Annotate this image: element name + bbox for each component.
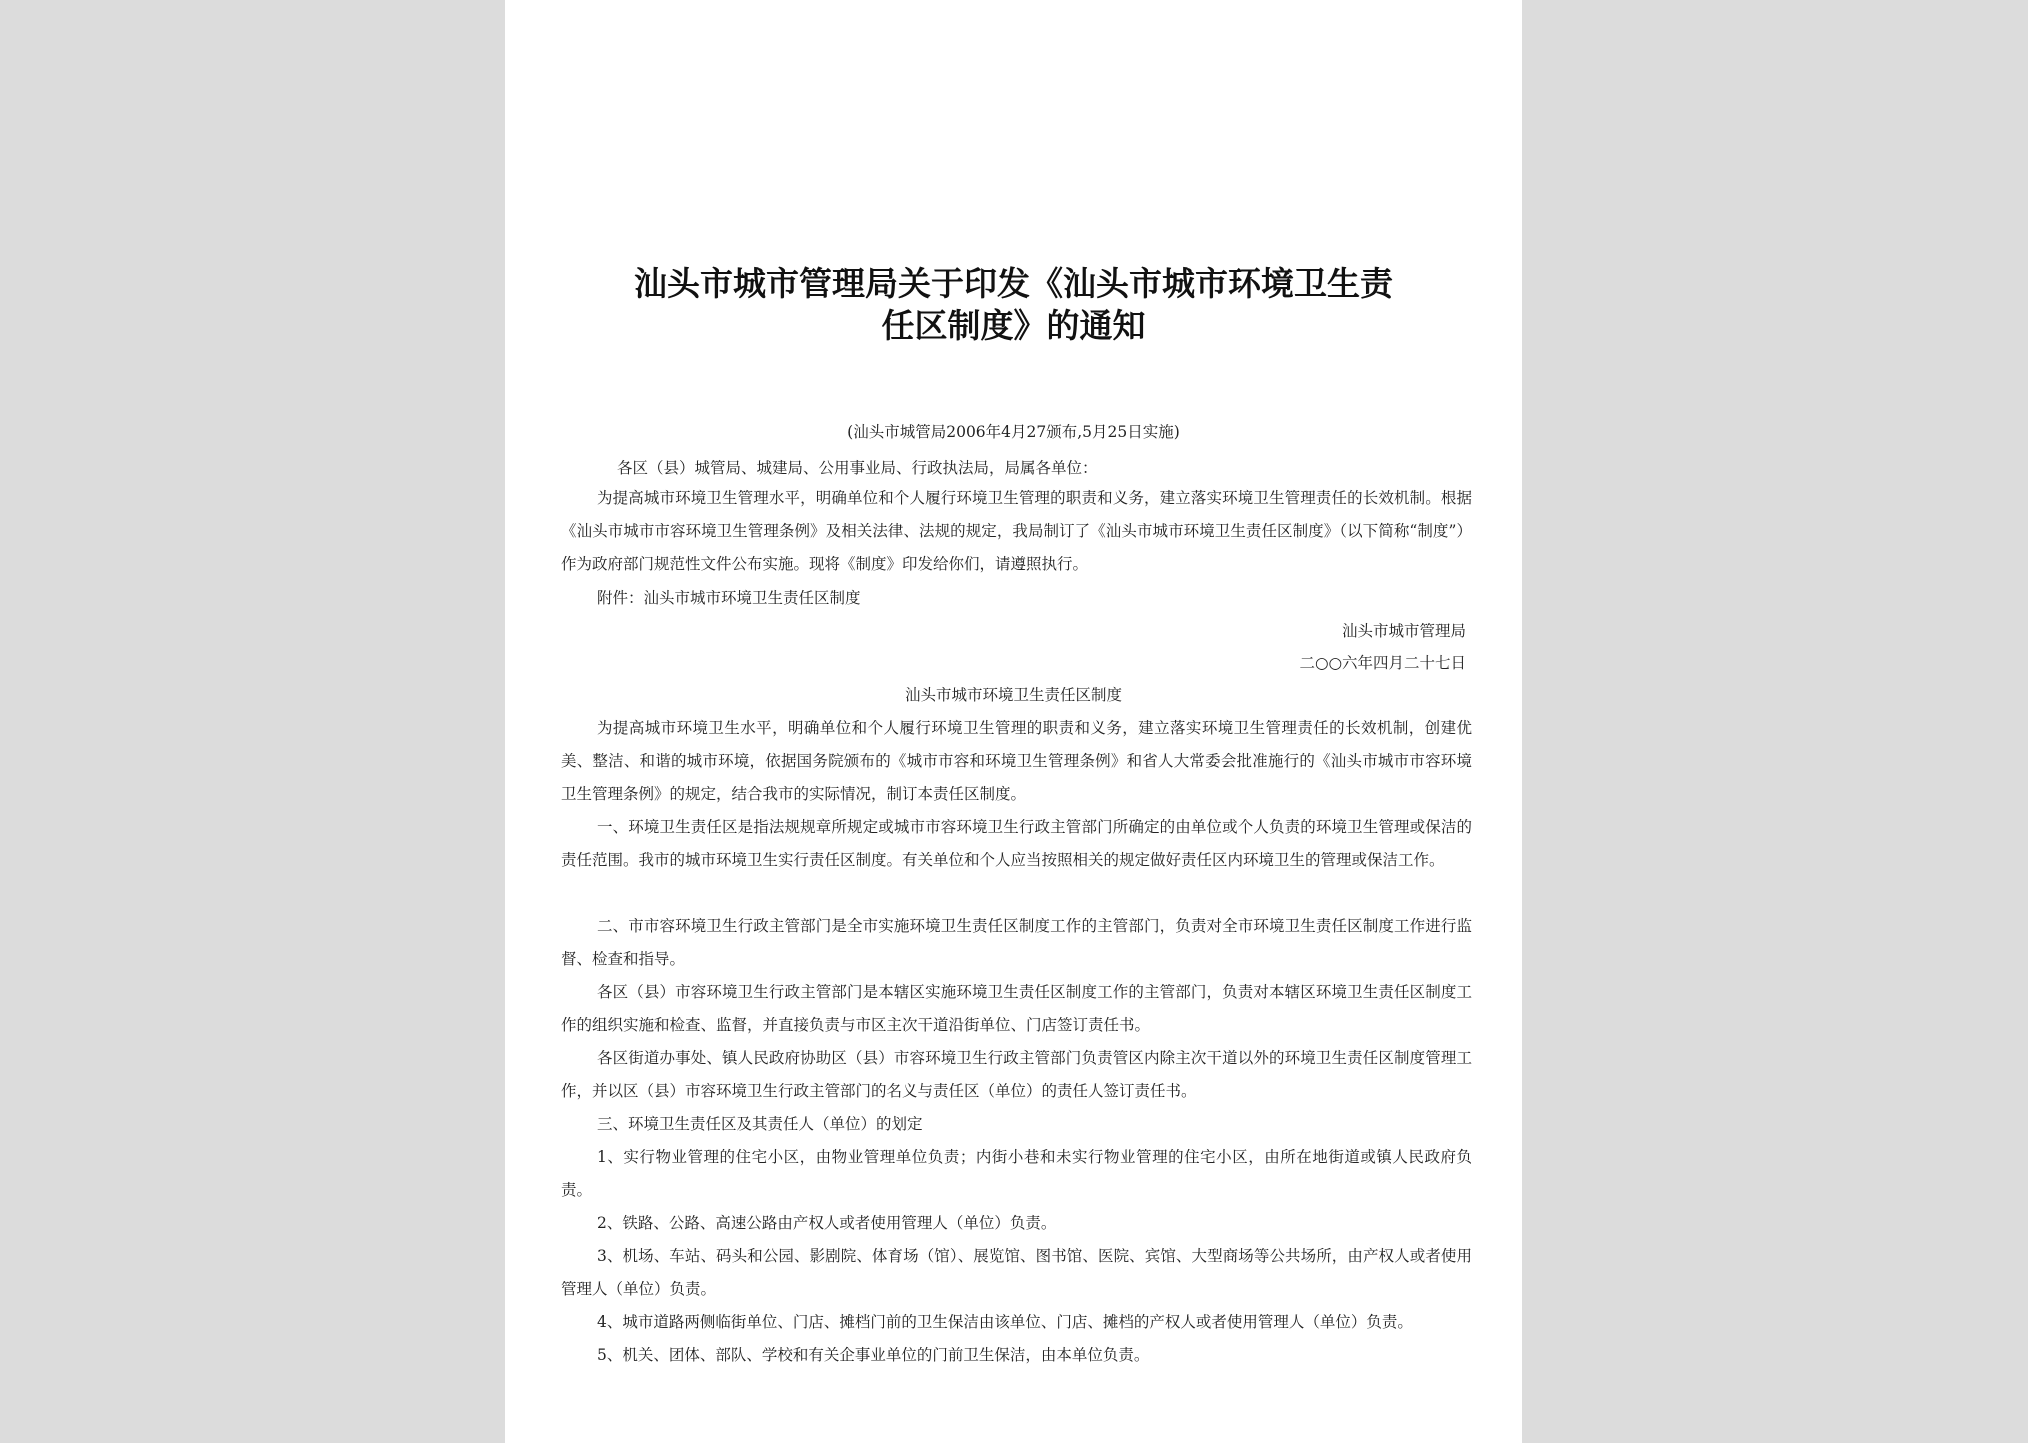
document-title-line-1: 汕头市城市管理局关于印发《汕头市城市环境卫生责 [634,264,1393,303]
attachment-heading: 汕头市城市环境卫生责任区制度 [904,686,1122,704]
paragraph: 三、环境卫生责任区及其责任人（单位）的划定 [597,1115,923,1133]
paragraph: 二、市市容环境卫生行政主管部门是全市实施环境卫生责任区制度工作的主管部门，负责对全市环境卫生责任区制度工作进行监督、检查和指导。 [561,917,1472,968]
paragraph: 3、机场、车站、码头和公园、影剧院、体育场（馆）、展览馆、图书馆、医院、宾馆、大型商场等公共场所，由产权人或者使用管理人（单位）负责。 [561,1247,1472,1298]
paragraph: 1、实行物业管理的住宅小区，由物业管理单位负责；内街小巷和未实行物业管理的住宅小区，由所在地街道或镇人民政府负责。 [561,1148,1472,1199]
paragraph: 2、铁路、公路、高速公路由产权人或者使用管理人（单位）负责。 [597,1214,1057,1232]
paragraph: 各区（县）市容环境卫生行政主管部门是本辖区实施环境卫生责任区制度工作的主管部门，负责对本辖区环境卫生责任区制度工作的组织实施和检查、监督，并直接负责与市区主次干道沿街单位、门店签订责任书。 [561,983,1472,1034]
intro-paragraph: 为提高城市环境卫生管理水平，明确单位和个人履行环境卫生管理的职责和义务，建立落实环境卫生管理责任的长效机制。根据《汕头市城市市容环境卫生管理条例》及相关法律、法规的规定，我局制订了《汕头市城市环境卫生责任区制度》（以下简称“制度”）作为政府部门规范性文件公布实施。现将《制度》印发给你们，请遵照执行。 [561,489,1472,573]
document-title-line-2: 任区制度》的通知 [881,306,1146,345]
issuer-signature: 汕头市城市管理局 [1341,622,1466,640]
source-note: (汕头市城管局2006年4月27颁布,5月25日实施) [847,423,1180,441]
paragraph: 一、环境卫生责任区是指法规规章所规定或城市市容环境卫生行政主管部门所确定的由单位或个人负责的环境卫生管理或保洁的责任范围。我市的城市环境卫生实行责任区制度。有关单位和个人应当按照相关的规定做好责任区内环境卫生的管理或保洁工作。 [561,818,1472,869]
paragraph: 5、机关、团体、部队、学校和有关企事业单位的门前卫生保洁，由本单位负责。 [597,1346,1150,1364]
attachment-line: 附件：汕头市城市环境卫生责任区制度 [597,589,861,607]
paragraph: 4、城市道路两侧临街单位、门店、摊档门前的卫生保洁由该单位、门店、摊档的产权人或者使用管理人（单位）负责。 [597,1313,1413,1331]
paragraph: 为提高城市环境卫生水平，明确单位和个人履行环境卫生管理的职责和义务，建立落实环境卫生管理责任的长效机制，创建优美、整洁、和谐的城市环境，依据国务院颁布的《城市市容和环境卫生管理条例》和省人大常委会批准施行的《汕头市城市市容环境卫生管理条例》的规定，结合我市的实际情况，制订本责任区制度。 [561,719,1472,803]
issue-date: 二○○六年四月二十七日 [1299,654,1466,672]
salutation: 各区（县）城管局、城建局、公用事业局、行政执法局，局属各单位： [617,459,1098,477]
document-page [505,0,1522,1443]
paragraph: 各区街道办事处、镇人民政府协助区（县）市容环境卫生行政主管部门负责管区内除主次干道以外的环境卫生责任区制度管理工作，并以区（县）市容环境卫生行政主管部门的名义与责任区（单位）的责任人签订责任书。 [561,1049,1472,1100]
